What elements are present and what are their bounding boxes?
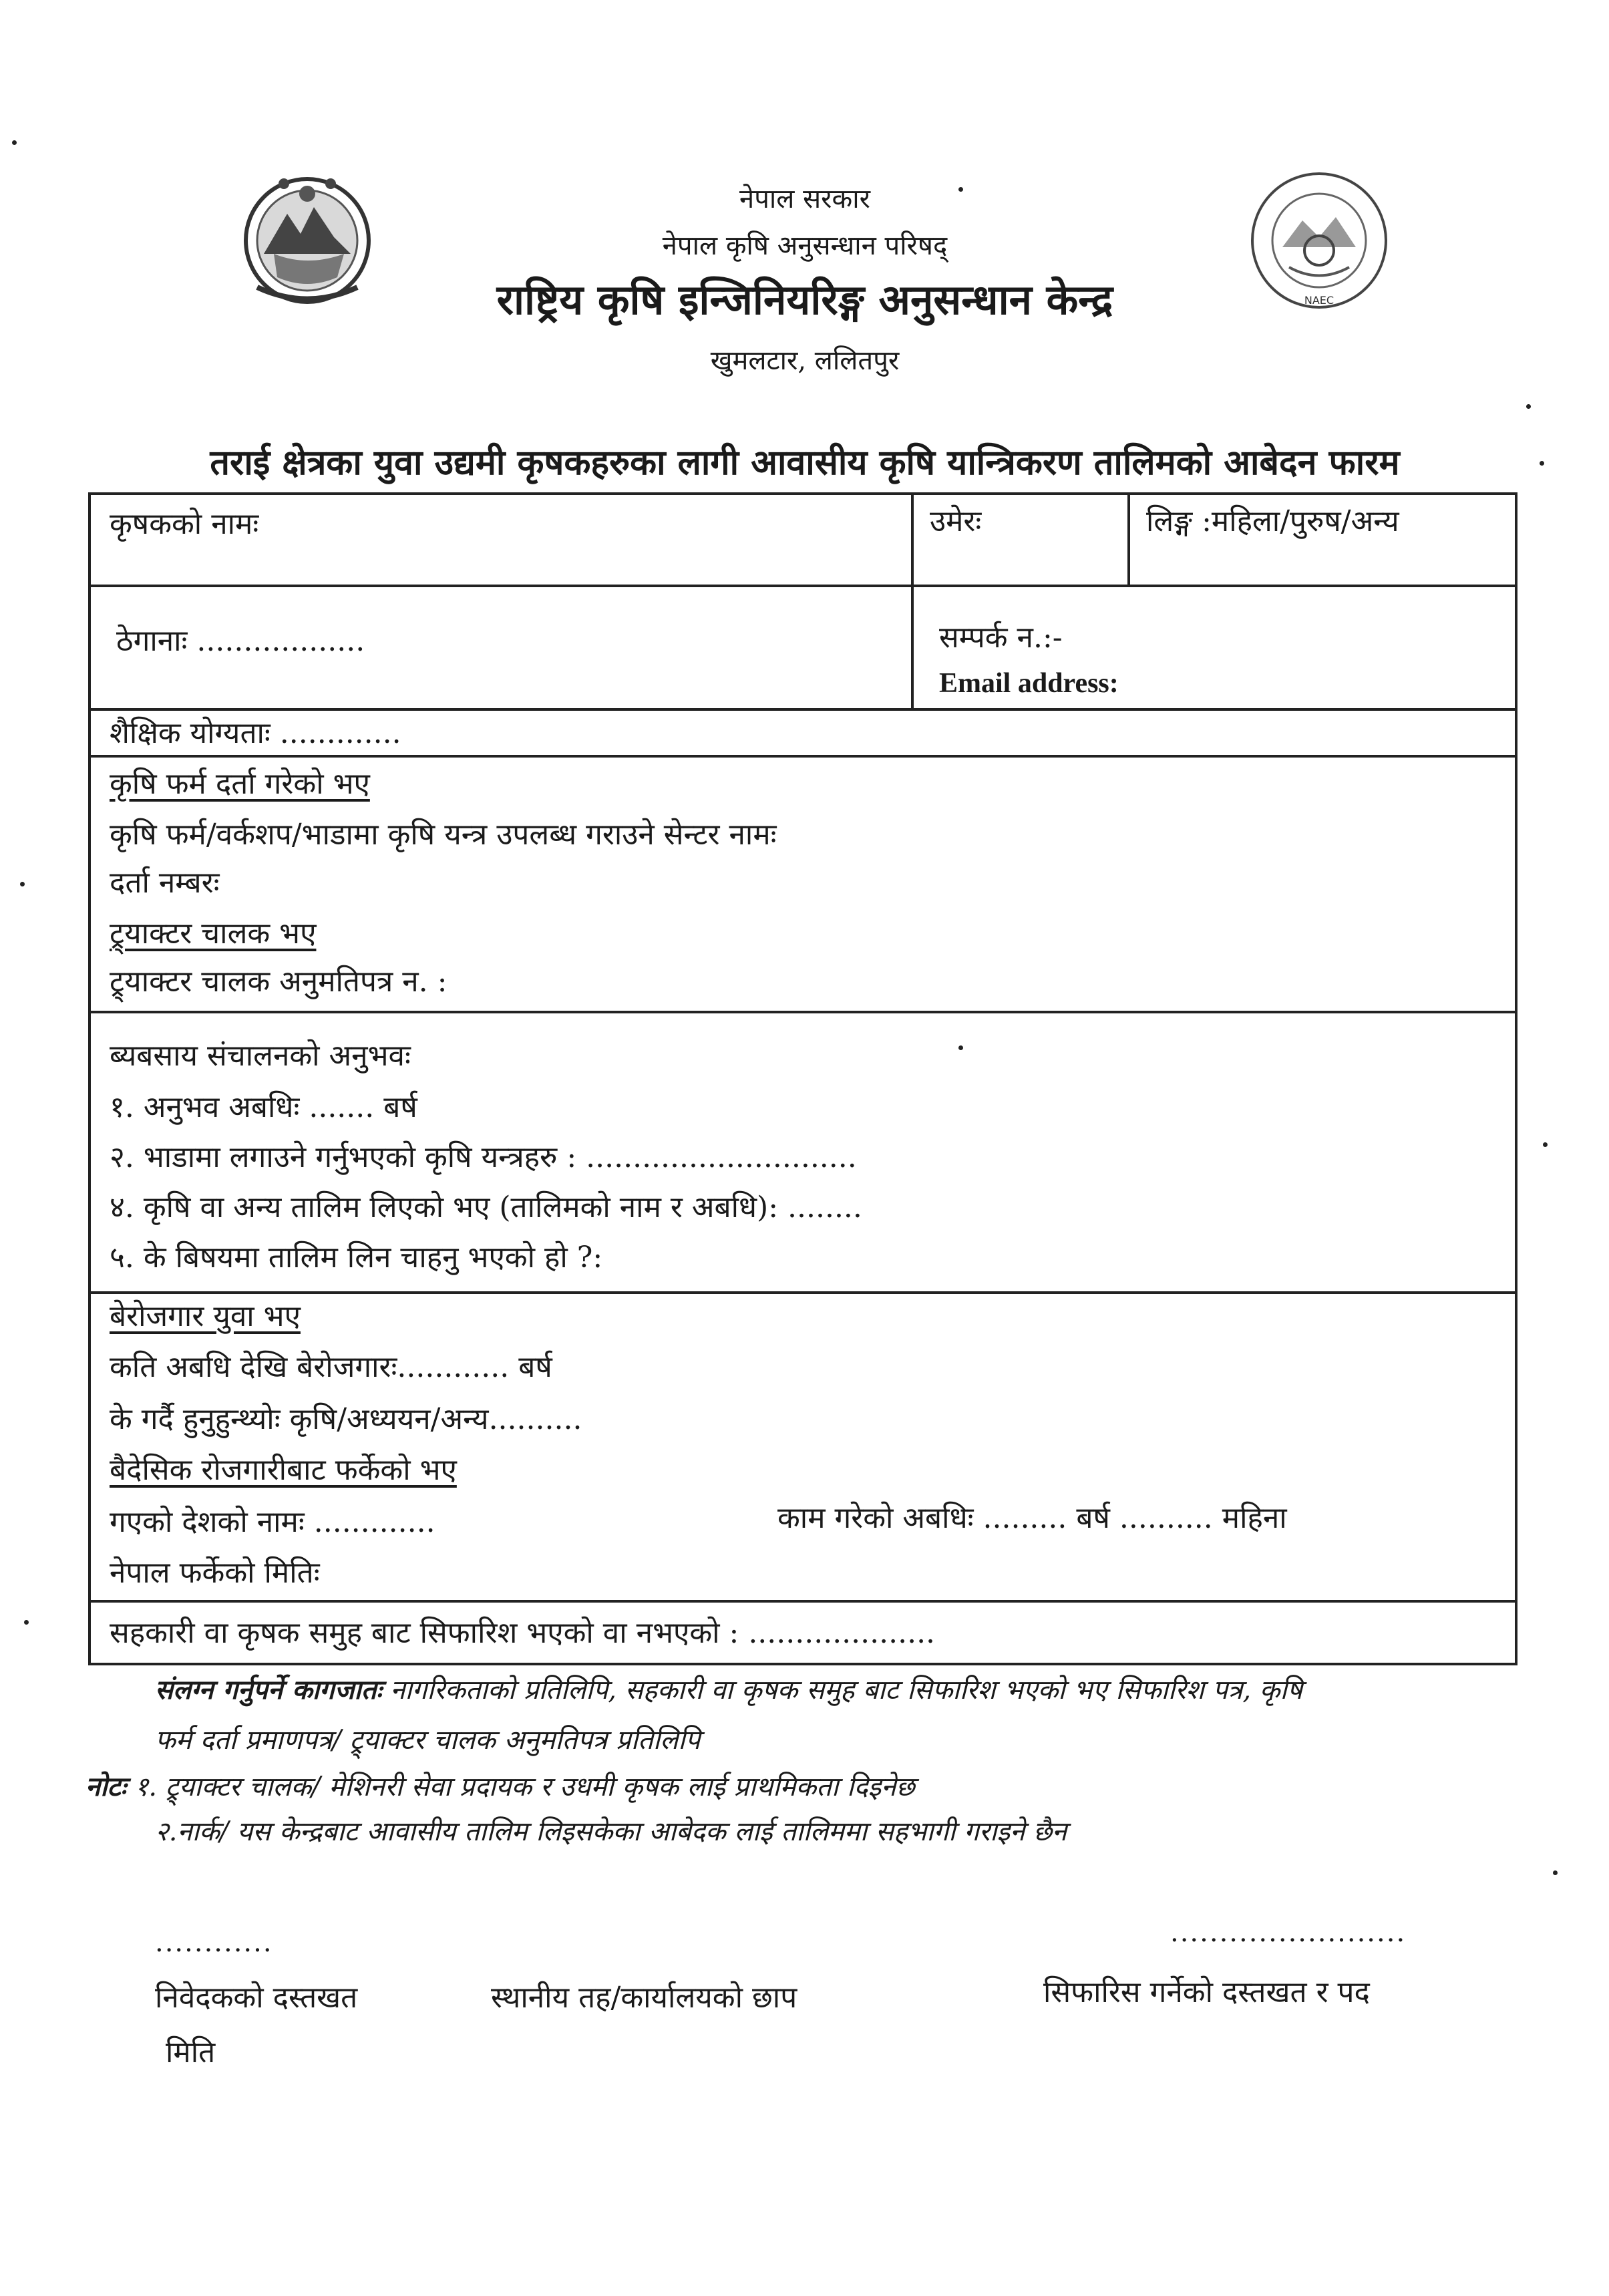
- attachments-text: नागरिकताको प्रतिलिपि, सहकारी वा कृषक समुह बाट सिफारिश भएको भए सिफारिश पत्र, कृषि: [381, 1675, 1302, 1705]
- name-label: कृषकको नामः: [110, 507, 259, 541]
- recommender-signature-line: ........................: [1170, 1917, 1407, 1948]
- header-location: खुमलटार, ललितपुर: [710, 345, 900, 376]
- contact-label: सम्पर्क न.:-: [939, 621, 1063, 655]
- name-cell[interactable]: [91, 495, 911, 585]
- row-recommendation[interactable]: [91, 1603, 1515, 1663]
- unemployed-activity: के गर्दै हुनुहुन्थ्योः कृषि/अध्ययन/अन्य..........: [110, 1402, 582, 1436]
- recommendation-label: सहकारी वा कृषक समुह बाट सिफारिश भएको वा नभएको : ....................: [110, 1616, 936, 1650]
- experience-desired-training: ५. के बिषयमा तालिम लिन चाहनु भएको हो ?:: [110, 1241, 603, 1275]
- scan-speck: [1553, 1870, 1558, 1875]
- country-label: गएको देशको नामः .............: [110, 1505, 435, 1539]
- header-line1: नेपाल सरकार: [739, 184, 870, 214]
- attachments-text-2: फर्म दर्ता प्रमाणपत्र/ ट्र्याक्टर चालक अनुमतिपत्र प्रतिलिपि: [155, 1725, 701, 1756]
- address-label: ठेगानाः ..................: [116, 624, 365, 658]
- farm-center-label: कृषि फर्म/वर्कशप/भाडामा कृषि यन्त्र उपलब्ध गराउने सेन्टर नामः: [110, 818, 777, 852]
- age-cell[interactable]: [911, 495, 1127, 585]
- naec-logo-text: NAEC: [1304, 294, 1334, 307]
- return-date-label: नेपाल फर्केको मितिः: [110, 1556, 320, 1590]
- age-label: उमेरः: [930, 504, 982, 538]
- address-cell[interactable]: [91, 587, 911, 708]
- experience-heading: ब्यबसाय संचालनको अनुभवः: [110, 1039, 411, 1073]
- scan-speck: [958, 1045, 963, 1050]
- unemployed-heading: बेरोजगार युवा भए: [110, 1299, 301, 1333]
- recommender-signature-label: सिफारिस गर्नेको दस्तखत र पद: [1043, 1975, 1370, 2009]
- scan-speck: [20, 882, 25, 886]
- form-title: तराई क्षेत्रका युवा उद्यमी कृषकहरुका लागी आवासीय कृषि यान्त्रिकरण तालिमको आबेदन फारम: [210, 442, 1400, 483]
- office-stamp-label: स्थानीय तह/कार्यालयको छाप: [491, 1981, 797, 2015]
- note-2: २.नार्क/ यस केन्द्रबाट आवासीय तालिम लिइसकेका आबेदक लाई तालिममा सहभागी गराइने छैन: [155, 1816, 1067, 1847]
- applicant-signature-label: निवेदकको दस्तखत: [155, 1981, 358, 2015]
- gender-cell[interactable]: [1127, 495, 1515, 585]
- note-1: १. ट्र्याक्टर चालक/ मेशिनरी सेवा प्रदायक र उधमी कृषक लाई प्राथमिकता दिइनेछ: [126, 1772, 915, 1802]
- scan-speck: [1540, 461, 1544, 466]
- reg-number-label: दर्ता नम्बरः: [110, 866, 220, 900]
- row-unemployed-foreign: [91, 1294, 1515, 1603]
- experience-duration: १. अनुभव अबधिः ....... बर्ष: [110, 1090, 417, 1124]
- education-label: शैक्षिक योग्यताः .............: [110, 716, 401, 750]
- unemployed-duration: कति अबधि देखि बेरोजगारः............ बर्ष: [110, 1350, 552, 1384]
- scan-speck: [1526, 404, 1531, 409]
- row-education[interactable]: [91, 711, 1515, 758]
- row-experience: [91, 1013, 1515, 1294]
- farm-heading: कृषि फर्म दर्ता गरेको भए: [110, 767, 370, 801]
- naec-logo: [1242, 167, 1396, 321]
- tractor-license-label: ट्र्याक्टर चालक अनुमतिपत्र न. :: [110, 965, 448, 999]
- date-label: मिति: [166, 2035, 216, 2070]
- applicant-signature-line: ............: [155, 1927, 273, 1958]
- nepal-government-emblem: [237, 167, 377, 314]
- row-name-age-gender: [91, 495, 1515, 587]
- experience-training: ४. कृषि वा अन्य तालिम लिएको भए (तालिमको नाम र अबधि): ........: [110, 1190, 862, 1224]
- note-title: नोटः: [85, 1771, 126, 1802]
- foreign-employment-heading: बैदेसिक रोजगारीबाट फर्केको भए: [110, 1453, 457, 1487]
- row-farm-tractor: [91, 758, 1515, 1013]
- scan-speck: [1543, 1142, 1548, 1147]
- note-1-line: [85, 1767, 915, 1804]
- scan-speck: [24, 1620, 29, 1625]
- attachments-title: संलग्न गर्नुपर्ने कागजातः: [155, 1674, 382, 1705]
- scan-speck: [12, 140, 17, 145]
- attachments-note: [155, 1670, 1302, 1707]
- tractor-heading: ट्र्याक्टर चालक भए: [110, 917, 317, 951]
- scan-speck: [958, 187, 963, 192]
- contact-cell[interactable]: [911, 587, 1515, 708]
- work-duration-label: काम गरेको अबधिः ......... बर्ष .......... महिना: [777, 1501, 1287, 1535]
- gender-label: लिङ्ग :महिला/पुरुष/अन्य: [1146, 504, 1399, 538]
- row-address-contact: [91, 587, 1515, 711]
- application-form-table: [88, 492, 1517, 1665]
- organization-name: राष्ट्रिय कृषि इन्जिनियरिङ्ग अनुसन्धान केन्द्र: [496, 275, 1113, 324]
- email-label: Email address:: [939, 668, 1119, 699]
- header-line2: नेपाल कृषि अनुसन्धान परिषद्: [662, 230, 948, 261]
- experience-machines: २. भाडामा लगाउने गर्नुभएको कृषि यन्त्रहरु : .............................: [110, 1140, 857, 1174]
